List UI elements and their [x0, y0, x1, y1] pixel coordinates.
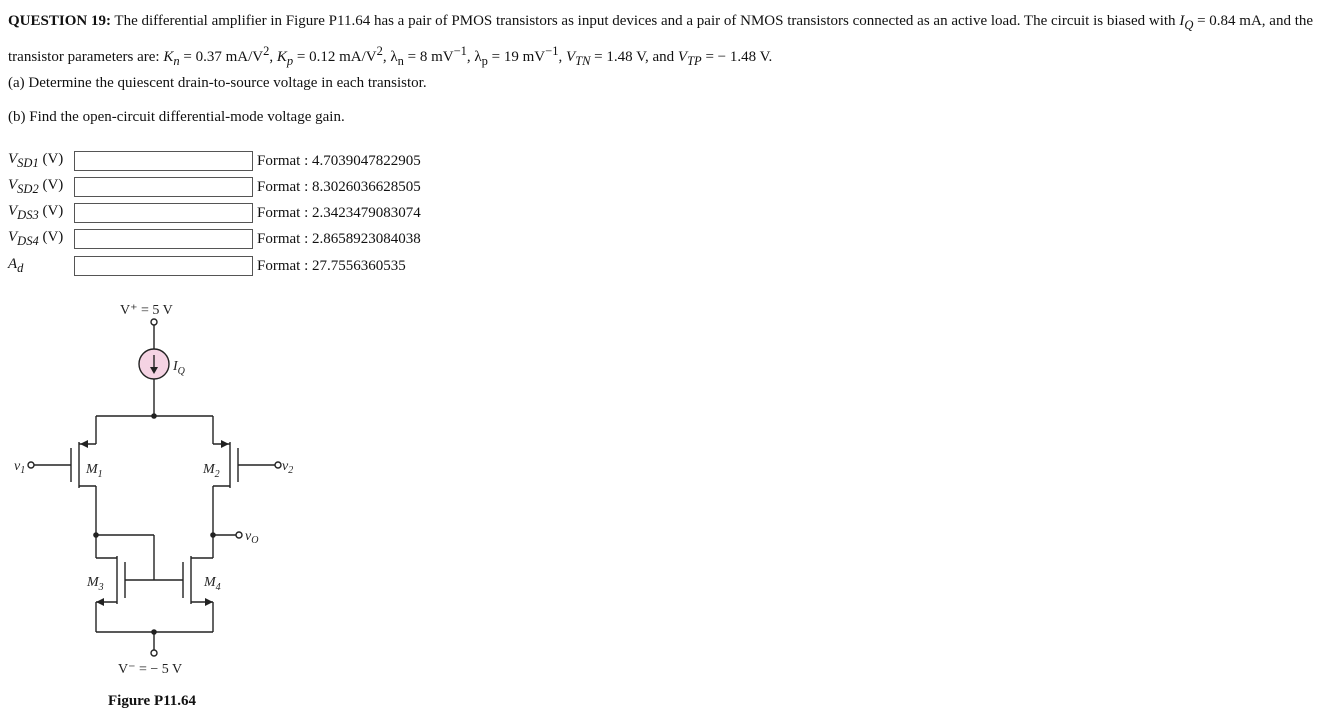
answer-input-vsd1[interactable]: [74, 151, 253, 171]
answer-input-ad[interactable]: [74, 256, 253, 276]
answer-row-ad: [8, 254, 406, 278]
answer-label-vds4: $V_{DS4}$ (V): [8, 229, 64, 248]
m1-label: $M_1$: [86, 462, 103, 480]
vo-label: $v_O$: [245, 529, 259, 546]
question-text: [8, 8, 1330, 74]
answer-format-ad: Format : 27.7556360535: [257, 257, 406, 274]
answer-input-vsd2[interactable]: [74, 177, 253, 197]
m4-label: $M_4$: [204, 575, 221, 593]
answer-format-vds4: Format : 2.8658923084038: [257, 230, 421, 247]
answer-input-vds3[interactable]: [74, 203, 253, 223]
answer-format-vsd2: Format : 8.3026036628505: [257, 178, 421, 195]
m2-label: $M_2$: [203, 462, 220, 480]
answer-row-vds4: [8, 227, 421, 251]
iq-label: $I_Q$: [173, 359, 185, 377]
m3-label: $M_3$: [87, 575, 104, 593]
vminus-label: V⁻ = − 5 V: [118, 662, 183, 677]
answer-format-vsd1: Format : 4.7039047822905: [257, 152, 421, 169]
answer-row-vsd2: [8, 175, 421, 199]
answer-input-vds4[interactable]: [74, 229, 253, 249]
figure-caption: Figure P11.64: [108, 693, 197, 709]
vplus-label: V⁺ = 5 V: [120, 303, 173, 318]
answer-label-vsd1: $V_{SD1}$ (V): [8, 151, 64, 170]
v1-label: $v_1$: [14, 459, 26, 476]
question-body: The differential amplifier in Figure P11.64 has a pair of PMOS transistors as input devices and a pair of NMOS transistors connected as an active load. The circuit is biased with $I_Q = 0.84$ mA, and the transistor parameters are: $K_n = 0.37$ $mA/V^2$, $K_p = 0.12$ $mA/V^2$, $\lambda_n = 8$ $mV^{-1}$, $\lambda_p = 19$ $mV^{-1}$, $V_{TN} = 1.48$ V, and $V_{TP}$ = − 1.48 V.: [8, 13, 1314, 68]
answer-row-vds3: [8, 201, 421, 225]
answer-label-vsd2: $V_{SD2}$ (V): [8, 177, 64, 196]
answer-label-vds3: $V_{DS3}$ (V): [8, 203, 64, 222]
answer-format-vds3: Format : 2.3423479083074: [257, 204, 421, 221]
v2-label: $v_2$: [282, 459, 294, 476]
question-number: QUESTION 19:: [8, 13, 111, 29]
part-b-text: (b) Find the open-circuit differential-mode voltage gain.: [8, 109, 345, 125]
part-a-text: (a) Determine the quiescent drain-to-source voltage in each transistor.: [8, 75, 427, 91]
circuit-figure: [0, 290, 400, 690]
answer-row-vsd1: [8, 149, 421, 173]
answer-label-ad: $A_d$: [8, 256, 24, 275]
